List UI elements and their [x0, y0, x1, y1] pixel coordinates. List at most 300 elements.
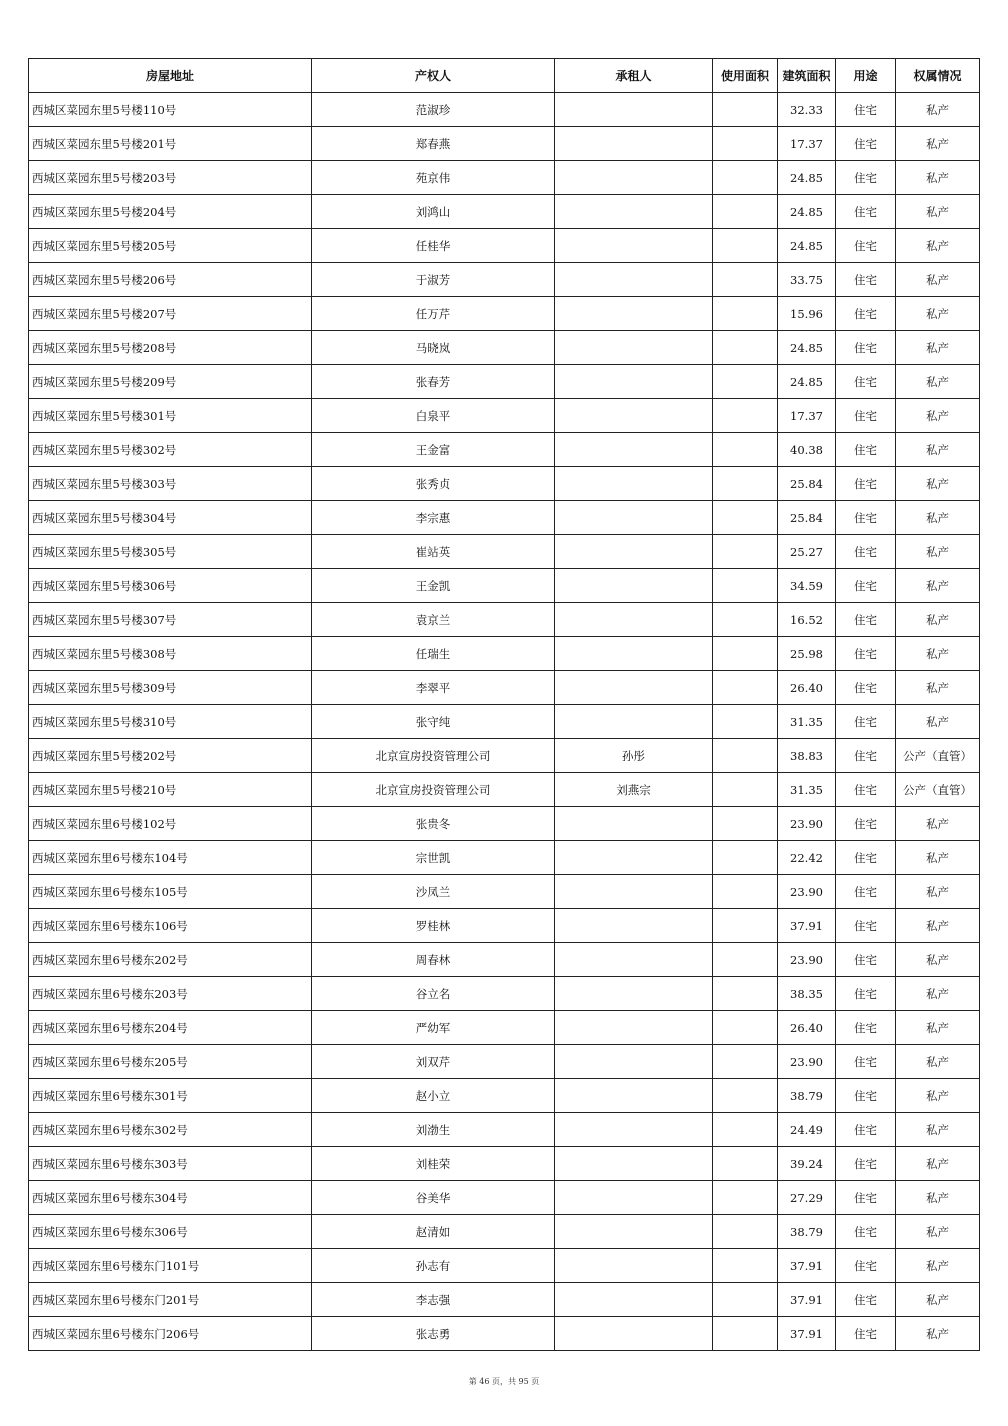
cell-usable-area — [713, 841, 778, 875]
cell-usable-area — [713, 705, 778, 739]
cell-owner: 赵小立 — [312, 1079, 555, 1113]
cell-usable-area — [713, 467, 778, 501]
cell-tenant — [555, 1283, 713, 1317]
cell-address: 西城区菜园东里6号楼东门201号 — [29, 1283, 312, 1317]
cell-building-area: 15.96 — [778, 297, 836, 331]
cell-building-area: 40.38 — [778, 433, 836, 467]
table-row — [29, 467, 980, 501]
table-row — [29, 739, 980, 773]
table-row — [29, 433, 980, 467]
cell-usage: 住宅 — [836, 739, 896, 773]
cell-address: 西城区菜园东里5号楼309号 — [29, 671, 312, 705]
table-row — [29, 1147, 980, 1181]
cell-owner: 任瑞生 — [312, 637, 555, 671]
cell-owner: 马晓岚 — [312, 331, 555, 365]
header-building-area: 建筑面积 — [778, 59, 836, 93]
cell-owner: 李宗惠 — [312, 501, 555, 535]
table-row — [29, 1113, 980, 1147]
cell-address: 西城区菜园东里6号楼东301号 — [29, 1079, 312, 1113]
property-table — [28, 58, 980, 1351]
cell-owner: 宗世凯 — [312, 841, 555, 875]
cell-building-area: 34.59 — [778, 569, 836, 603]
cell-usable-area — [713, 1011, 778, 1045]
table-row — [29, 1045, 980, 1079]
cell-owner: 范淑珍 — [312, 93, 555, 127]
cell-address: 西城区菜园东里6号楼东205号 — [29, 1045, 312, 1079]
cell-building-area: 23.90 — [778, 807, 836, 841]
table-row — [29, 297, 980, 331]
cell-address: 西城区菜园东里5号楼305号 — [29, 535, 312, 569]
cell-address: 西城区菜园东里5号楼201号 — [29, 127, 312, 161]
table-row — [29, 331, 980, 365]
cell-usage: 住宅 — [836, 977, 896, 1011]
cell-tenant — [555, 467, 713, 501]
cell-tenant — [555, 195, 713, 229]
cell-usable-area — [713, 127, 778, 161]
cell-owner: 于淑芳 — [312, 263, 555, 297]
cell-usable-area — [713, 93, 778, 127]
cell-owner: 罗桂林 — [312, 909, 555, 943]
cell-owner: 刘渤生 — [312, 1113, 555, 1147]
cell-building-area: 33.75 — [778, 263, 836, 297]
table-header-row — [29, 59, 980, 93]
cell-usable-area — [713, 1283, 778, 1317]
table-row — [29, 501, 980, 535]
cell-address: 西城区菜园东里5号楼207号 — [29, 297, 312, 331]
table-row — [29, 263, 980, 297]
cell-ownership: 私产 — [896, 263, 980, 297]
cell-usable-area — [713, 807, 778, 841]
cell-tenant — [555, 637, 713, 671]
cell-tenant — [555, 1215, 713, 1249]
cell-address: 西城区菜园东里5号楼307号 — [29, 603, 312, 637]
cell-building-area: 17.37 — [778, 399, 836, 433]
cell-usage: 住宅 — [836, 773, 896, 807]
cell-tenant — [555, 671, 713, 705]
header-tenant: 承租人 — [555, 59, 713, 93]
cell-usage: 住宅 — [836, 1113, 896, 1147]
cell-owner: 袁京兰 — [312, 603, 555, 637]
cell-usage: 住宅 — [836, 569, 896, 603]
cell-building-area: 31.35 — [778, 773, 836, 807]
table-row — [29, 1215, 980, 1249]
table-row — [29, 93, 980, 127]
table-row — [29, 773, 980, 807]
cell-usage: 住宅 — [836, 365, 896, 399]
cell-address: 西城区菜园东里6号楼102号 — [29, 807, 312, 841]
cell-address: 西城区菜园东里5号楼310号 — [29, 705, 312, 739]
cell-tenant — [555, 807, 713, 841]
cell-owner: 李志强 — [312, 1283, 555, 1317]
cell-usage: 住宅 — [836, 1317, 896, 1351]
cell-building-area: 27.29 — [778, 1181, 836, 1215]
cell-usable-area — [713, 739, 778, 773]
cell-owner: 刘鸿山 — [312, 195, 555, 229]
cell-building-area: 39.24 — [778, 1147, 836, 1181]
cell-ownership: 私产 — [896, 195, 980, 229]
cell-usage: 住宅 — [836, 603, 896, 637]
cell-building-area: 32.33 — [778, 93, 836, 127]
cell-building-area: 37.91 — [778, 1283, 836, 1317]
cell-usage: 住宅 — [836, 535, 896, 569]
page-footer: 第 46 页，共 95 页 — [468, 1377, 540, 1386]
cell-usable-area — [713, 195, 778, 229]
cell-address: 西城区菜园东里6号楼东302号 — [29, 1113, 312, 1147]
cell-usage: 住宅 — [836, 195, 896, 229]
cell-usable-area — [713, 433, 778, 467]
cell-address: 西城区菜园东里6号楼东202号 — [29, 943, 312, 977]
cell-ownership: 私产 — [896, 93, 980, 127]
cell-owner: 张贵冬 — [312, 807, 555, 841]
cell-tenant — [555, 1011, 713, 1045]
cell-ownership: 私产 — [896, 331, 980, 365]
cell-address: 西城区菜园东里6号楼东104号 — [29, 841, 312, 875]
cell-ownership: 私产 — [896, 127, 980, 161]
cell-usable-area — [713, 229, 778, 263]
cell-owner: 崔站英 — [312, 535, 555, 569]
table-row — [29, 1283, 980, 1317]
cell-tenant — [555, 841, 713, 875]
cell-ownership: 私产 — [896, 1011, 980, 1045]
cell-usable-area — [713, 977, 778, 1011]
cell-owner: 严幼军 — [312, 1011, 555, 1045]
cell-owner: 白泉平 — [312, 399, 555, 433]
table-row — [29, 671, 980, 705]
cell-tenant — [555, 1249, 713, 1283]
cell-ownership: 私产 — [896, 501, 980, 535]
cell-tenant: 孙彤 — [555, 739, 713, 773]
cell-owner: 李翠平 — [312, 671, 555, 705]
table-row — [29, 229, 980, 263]
cell-building-area: 38.79 — [778, 1079, 836, 1113]
cell-usage: 住宅 — [836, 1215, 896, 1249]
table-row — [29, 637, 980, 671]
cell-owner: 孙志有 — [312, 1249, 555, 1283]
cell-usable-area — [713, 399, 778, 433]
cell-address: 西城区菜园东里5号楼110号 — [29, 93, 312, 127]
cell-usage: 住宅 — [836, 93, 896, 127]
table-body — [29, 93, 980, 1351]
cell-tenant — [555, 1079, 713, 1113]
cell-ownership: 私产 — [896, 807, 980, 841]
table-row — [29, 909, 980, 943]
cell-usage: 住宅 — [836, 331, 896, 365]
table-row — [29, 161, 980, 195]
cell-address: 西城区菜园东里5号楼209号 — [29, 365, 312, 399]
cell-usable-area — [713, 569, 778, 603]
cell-owner: 北京宣房投资管理公司 — [312, 773, 555, 807]
header-usage: 用途 — [836, 59, 896, 93]
cell-usable-area — [713, 1113, 778, 1147]
cell-tenant — [555, 297, 713, 331]
cell-tenant — [555, 603, 713, 637]
table-row — [29, 365, 980, 399]
table-row — [29, 195, 980, 229]
cell-usage: 住宅 — [836, 1079, 896, 1113]
cell-tenant — [555, 1317, 713, 1351]
cell-building-area: 24.85 — [778, 331, 836, 365]
cell-building-area: 38.79 — [778, 1215, 836, 1249]
cell-owner: 周春林 — [312, 943, 555, 977]
header-address: 房屋地址 — [29, 59, 312, 93]
cell-usage: 住宅 — [836, 1147, 896, 1181]
table-row — [29, 841, 980, 875]
cell-tenant — [555, 977, 713, 1011]
cell-usable-area — [713, 365, 778, 399]
cell-usage: 住宅 — [836, 807, 896, 841]
cell-address: 西城区菜园东里6号楼东304号 — [29, 1181, 312, 1215]
cell-address: 西城区菜园东里5号楼204号 — [29, 195, 312, 229]
cell-usage: 住宅 — [836, 433, 896, 467]
cell-building-area: 26.40 — [778, 1011, 836, 1045]
cell-usage: 住宅 — [836, 1045, 896, 1079]
cell-address: 西城区菜园东里6号楼东306号 — [29, 1215, 312, 1249]
table-row — [29, 399, 980, 433]
cell-address: 西城区菜园东里5号楼202号 — [29, 739, 312, 773]
cell-usable-area — [713, 1317, 778, 1351]
cell-owner: 谷美华 — [312, 1181, 555, 1215]
cell-owner: 郑春燕 — [312, 127, 555, 161]
cell-building-area: 17.37 — [778, 127, 836, 161]
cell-building-area: 24.85 — [778, 365, 836, 399]
cell-usable-area — [713, 1215, 778, 1249]
cell-address: 西城区菜园东里6号楼东204号 — [29, 1011, 312, 1045]
cell-ownership: 私产 — [896, 875, 980, 909]
cell-usable-area — [713, 331, 778, 365]
cell-building-area: 25.27 — [778, 535, 836, 569]
cell-usable-area — [713, 161, 778, 195]
cell-ownership: 私产 — [896, 297, 980, 331]
cell-ownership: 私产 — [896, 943, 980, 977]
cell-tenant — [555, 1147, 713, 1181]
cell-ownership: 私产 — [896, 365, 980, 399]
cell-usage: 住宅 — [836, 467, 896, 501]
table-row — [29, 875, 980, 909]
table-row — [29, 603, 980, 637]
cell-tenant — [555, 875, 713, 909]
table-row — [29, 977, 980, 1011]
cell-building-area: 31.35 — [778, 705, 836, 739]
table-row — [29, 1249, 980, 1283]
cell-tenant — [555, 943, 713, 977]
cell-building-area: 37.91 — [778, 1317, 836, 1351]
cell-tenant — [555, 569, 713, 603]
cell-owner: 王金富 — [312, 433, 555, 467]
cell-owner: 任桂华 — [312, 229, 555, 263]
cell-owner: 刘双芹 — [312, 1045, 555, 1079]
cell-tenant: 刘燕宗 — [555, 773, 713, 807]
table-row — [29, 1079, 980, 1113]
table-row — [29, 705, 980, 739]
cell-building-area: 24.85 — [778, 229, 836, 263]
cell-building-area: 22.42 — [778, 841, 836, 875]
table-row — [29, 1317, 980, 1351]
cell-usage: 住宅 — [836, 909, 896, 943]
cell-building-area: 25.84 — [778, 501, 836, 535]
cell-usable-area — [713, 263, 778, 297]
table-row — [29, 535, 980, 569]
cell-owner: 张志勇 — [312, 1317, 555, 1351]
cell-ownership: 私产 — [896, 909, 980, 943]
cell-address: 西城区菜园东里5号楼306号 — [29, 569, 312, 603]
cell-address: 西城区菜园东里6号楼东门206号 — [29, 1317, 312, 1351]
cell-usage: 住宅 — [836, 127, 896, 161]
cell-address: 西城区菜园东里5号楼205号 — [29, 229, 312, 263]
cell-address: 西城区菜园东里5号楼210号 — [29, 773, 312, 807]
cell-ownership: 私产 — [896, 467, 980, 501]
cell-owner: 北京宣房投资管理公司 — [312, 739, 555, 773]
cell-address: 西城区菜园东里5号楼304号 — [29, 501, 312, 535]
cell-owner: 赵清如 — [312, 1215, 555, 1249]
cell-usage: 住宅 — [836, 297, 896, 331]
cell-ownership: 私产 — [896, 1113, 980, 1147]
cell-building-area: 25.98 — [778, 637, 836, 671]
cell-usable-area — [713, 1181, 778, 1215]
cell-usable-area — [713, 875, 778, 909]
cell-tenant — [555, 331, 713, 365]
cell-usage: 住宅 — [836, 943, 896, 977]
cell-ownership: 私产 — [896, 705, 980, 739]
header-ownership: 权属情况 — [896, 59, 980, 93]
cell-usage: 住宅 — [836, 705, 896, 739]
cell-building-area: 25.84 — [778, 467, 836, 501]
cell-ownership: 私产 — [896, 841, 980, 875]
cell-owner: 张守纯 — [312, 705, 555, 739]
cell-usable-area — [713, 297, 778, 331]
cell-building-area: 16.52 — [778, 603, 836, 637]
cell-address: 西城区菜园东里5号楼208号 — [29, 331, 312, 365]
cell-ownership: 私产 — [896, 161, 980, 195]
cell-owner: 沙凤兰 — [312, 875, 555, 909]
table-row — [29, 569, 980, 603]
cell-usage: 住宅 — [836, 875, 896, 909]
cell-ownership: 私产 — [896, 1079, 980, 1113]
table-row — [29, 807, 980, 841]
cell-building-area: 23.90 — [778, 875, 836, 909]
cell-owner: 张春芳 — [312, 365, 555, 399]
cell-usable-area — [713, 1249, 778, 1283]
cell-ownership: 私产 — [896, 1283, 980, 1317]
cell-building-area: 38.35 — [778, 977, 836, 1011]
cell-tenant — [555, 1181, 713, 1215]
cell-address: 西城区菜园东里5号楼303号 — [29, 467, 312, 501]
cell-ownership: 私产 — [896, 603, 980, 637]
cell-address: 西城区菜园东里6号楼东门101号 — [29, 1249, 312, 1283]
cell-address: 西城区菜园东里5号楼302号 — [29, 433, 312, 467]
table-row — [29, 1011, 980, 1045]
cell-tenant — [555, 229, 713, 263]
cell-ownership: 私产 — [896, 671, 980, 705]
cell-tenant — [555, 535, 713, 569]
cell-building-area: 24.85 — [778, 195, 836, 229]
cell-building-area: 37.91 — [778, 1249, 836, 1283]
cell-owner: 谷立名 — [312, 977, 555, 1011]
cell-tenant — [555, 127, 713, 161]
cell-usable-area — [713, 773, 778, 807]
table-row — [29, 1181, 980, 1215]
cell-usage: 住宅 — [836, 501, 896, 535]
cell-address: 西城区菜园东里5号楼203号 — [29, 161, 312, 195]
cell-owner: 任万芹 — [312, 297, 555, 331]
cell-usage: 住宅 — [836, 263, 896, 297]
cell-building-area: 24.49 — [778, 1113, 836, 1147]
cell-ownership: 私产 — [896, 1181, 980, 1215]
cell-address: 西城区菜园东里6号楼东106号 — [29, 909, 312, 943]
cell-ownership: 私产 — [896, 433, 980, 467]
cell-ownership: 私产 — [896, 229, 980, 263]
cell-usable-area — [713, 671, 778, 705]
header-owner: 产权人 — [312, 59, 555, 93]
cell-building-area: 23.90 — [778, 943, 836, 977]
cell-ownership: 私产 — [896, 977, 980, 1011]
cell-ownership: 私产 — [896, 1215, 980, 1249]
cell-usage: 住宅 — [836, 637, 896, 671]
cell-ownership: 私产 — [896, 1147, 980, 1181]
cell-building-area: 24.85 — [778, 161, 836, 195]
cell-tenant — [555, 1045, 713, 1079]
cell-ownership: 私产 — [896, 1317, 980, 1351]
cell-tenant — [555, 365, 713, 399]
cell-tenant — [555, 93, 713, 127]
cell-tenant — [555, 1113, 713, 1147]
cell-usage: 住宅 — [836, 1249, 896, 1283]
cell-building-area: 37.91 — [778, 909, 836, 943]
cell-usable-area — [713, 501, 778, 535]
cell-ownership: 私产 — [896, 569, 980, 603]
cell-usage: 住宅 — [836, 1181, 896, 1215]
cell-usable-area — [713, 943, 778, 977]
cell-usage: 住宅 — [836, 841, 896, 875]
table-row — [29, 127, 980, 161]
cell-address: 西城区菜园东里5号楼301号 — [29, 399, 312, 433]
cell-ownership: 私产 — [896, 399, 980, 433]
cell-tenant — [555, 263, 713, 297]
cell-usable-area — [713, 535, 778, 569]
cell-usage: 住宅 — [836, 229, 896, 263]
cell-ownership: 私产 — [896, 637, 980, 671]
cell-usable-area — [713, 1147, 778, 1181]
cell-address: 西城区菜园东里6号楼东203号 — [29, 977, 312, 1011]
cell-tenant — [555, 433, 713, 467]
cell-address: 西城区菜园东里5号楼206号 — [29, 263, 312, 297]
cell-ownership: 公产（直管） — [896, 739, 980, 773]
cell-usable-area — [713, 637, 778, 671]
cell-ownership: 私产 — [896, 1045, 980, 1079]
cell-ownership: 私产 — [896, 535, 980, 569]
cell-address: 西城区菜园东里6号楼东303号 — [29, 1147, 312, 1181]
cell-usage: 住宅 — [836, 161, 896, 195]
cell-tenant — [555, 705, 713, 739]
cell-owner: 苑京伟 — [312, 161, 555, 195]
cell-building-area: 26.40 — [778, 671, 836, 705]
cell-usage: 住宅 — [836, 1283, 896, 1317]
cell-owner: 张秀贞 — [312, 467, 555, 501]
cell-usage: 住宅 — [836, 1011, 896, 1045]
cell-usage: 住宅 — [836, 671, 896, 705]
cell-usable-area — [713, 1079, 778, 1113]
cell-building-area: 23.90 — [778, 1045, 836, 1079]
table-row — [29, 943, 980, 977]
cell-ownership: 私产 — [896, 1249, 980, 1283]
cell-owner: 王金凯 — [312, 569, 555, 603]
cell-tenant — [555, 501, 713, 535]
cell-usable-area — [713, 1045, 778, 1079]
cell-usable-area — [713, 603, 778, 637]
cell-usage: 住宅 — [836, 399, 896, 433]
cell-usable-area — [713, 909, 778, 943]
cell-address: 西城区菜园东里6号楼东105号 — [29, 875, 312, 909]
cell-address: 西城区菜园东里5号楼308号 — [29, 637, 312, 671]
